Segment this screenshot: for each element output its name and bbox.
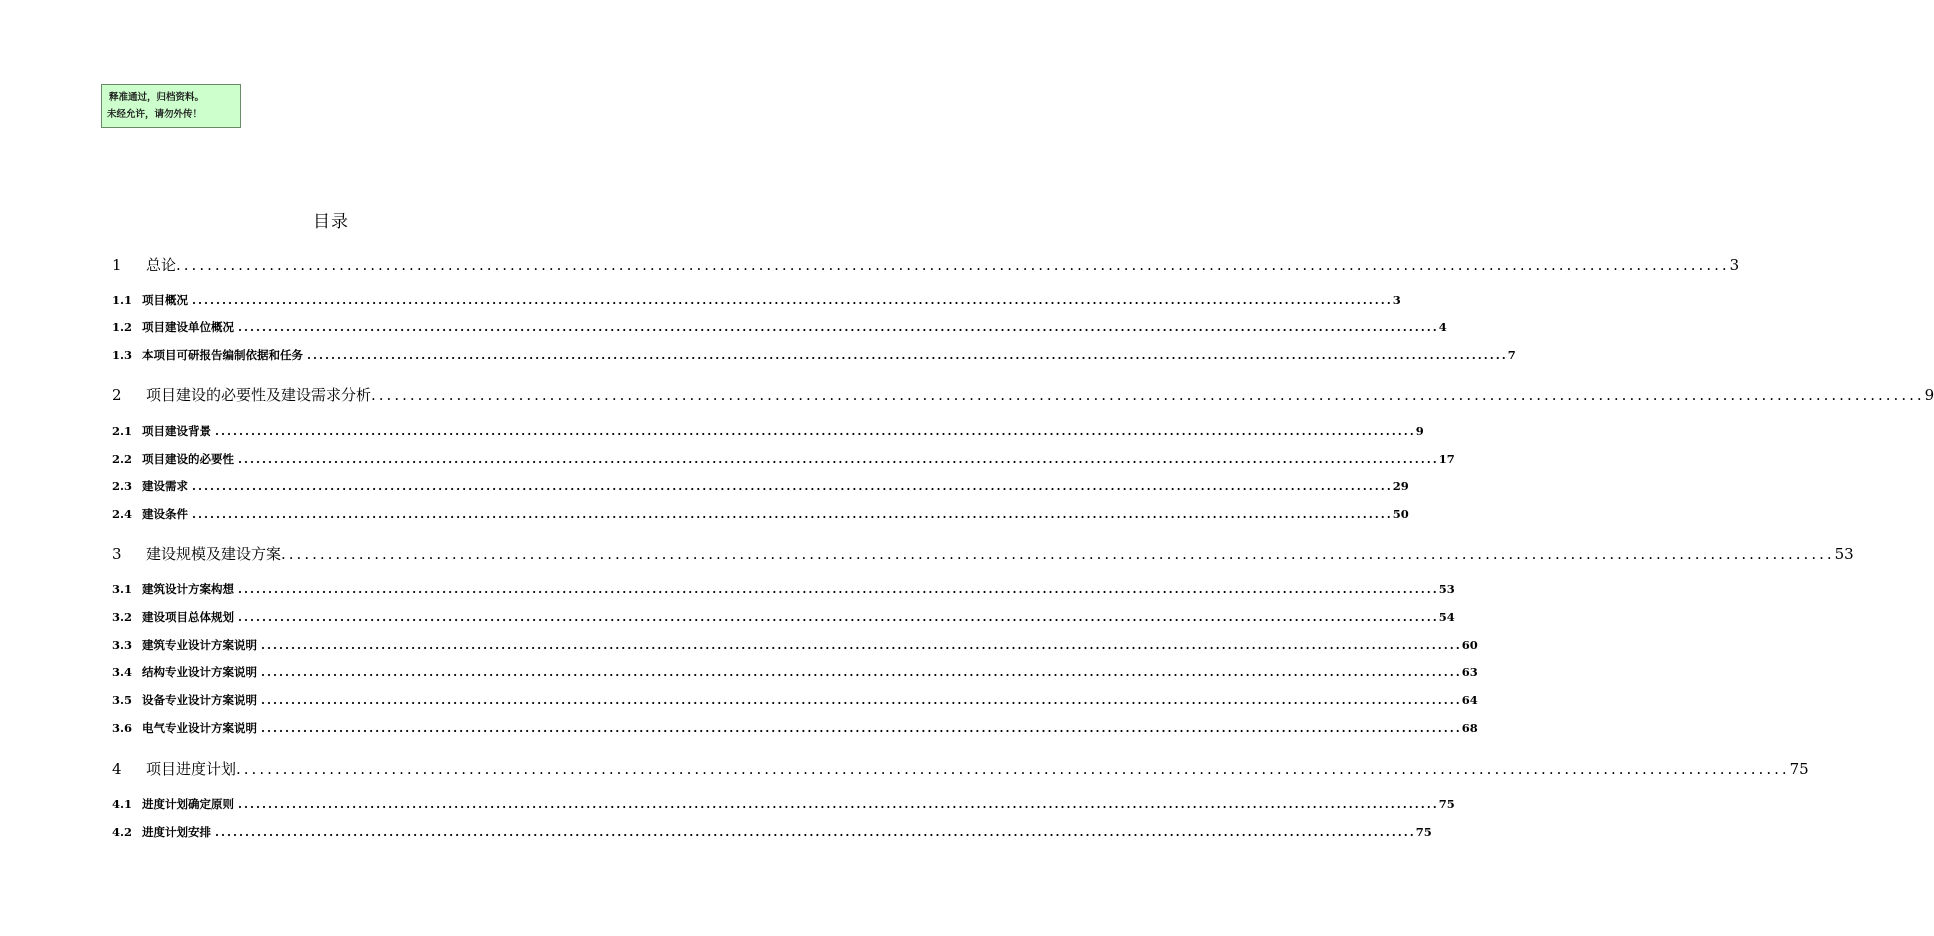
toc-page-number: 53 — [1834, 545, 1854, 563]
toc-entry-title: 建筑设计方案构想 — [142, 582, 234, 596]
toc-entry-number: 1.2 — [112, 320, 133, 334]
toc-entry-title: 项目建设背景 — [142, 424, 211, 438]
toc-entry-number: 1 — [112, 256, 122, 274]
toc-entry-number: 1.1 — [112, 293, 133, 307]
stamp-line-2: 未经允许，请勿外传！ — [107, 109, 203, 120]
toc-leader-dots: ........................................................................................................................................................................................................ — [261, 721, 1462, 735]
toc-page-number: 9 — [1415, 424, 1424, 438]
toc-entry-number: 2.1 — [112, 424, 133, 438]
toc-entry-number: 3 — [112, 545, 122, 563]
toc-leader-dots: ........................................................................................................................................................................................................ — [371, 386, 1925, 404]
toc-leader-dots: ........................................................................................................................................................................................................ — [238, 452, 1439, 466]
toc-page-number: 50 — [1392, 507, 1409, 521]
toc-entry-title: 建设规模及建设方案 — [146, 545, 282, 563]
toc-section-entry[interactable] — [112, 506, 1409, 522]
toc-entry-title: 项目进度计划 — [146, 760, 237, 778]
toc-section-entry[interactable] — [112, 292, 1401, 308]
toc-page-number: 9 — [1924, 386, 1934, 404]
toc-entry-title: 建设项目总体规划 — [142, 610, 234, 624]
toc-entry-title: 建设需求 — [142, 479, 188, 493]
toc-section-entry[interactable] — [112, 796, 1455, 812]
toc-section-entry[interactable] — [112, 319, 1447, 335]
toc-section-entry[interactable] — [112, 347, 1516, 363]
confidential-stamp — [101, 84, 241, 128]
toc-section-entry[interactable] — [112, 451, 1455, 467]
toc-entry-title: 进度计划确定原则 — [142, 797, 234, 811]
toc-leader-dots: ........................................................................................................................................................................................................ — [261, 638, 1462, 652]
toc-page-number: 54 — [1438, 610, 1455, 624]
toc-entry-number: 3.4 — [112, 665, 133, 679]
toc-entry-title: 本项目可研报告编制依据和任务 — [142, 348, 303, 362]
toc-entry-number: 2.3 — [112, 479, 133, 493]
toc-entry-title: 设备专业设计方案说明 — [142, 693, 257, 707]
toc-leader-dots: ........................................................................................................................................................................................................ — [192, 479, 1393, 493]
toc-chapter-entry[interactable] — [112, 384, 1934, 405]
toc-entry-number: 4.1 — [112, 797, 133, 811]
toc-section-entry[interactable] — [112, 664, 1478, 680]
toc-entry-title: 建筑专业设计方案说明 — [142, 638, 257, 652]
toc-page-number: 4 — [1438, 320, 1447, 334]
stamp-line-1: 释准通过，归档资料。 — [109, 92, 205, 103]
toc-entry-number: 3.6 — [112, 721, 133, 735]
toc-entry-title: 项目建设的必要性及建设需求分析 — [146, 386, 372, 404]
toc-leader-dots: ........................................................................................................................................................................................................ — [261, 693, 1462, 707]
toc-section-entry[interactable] — [112, 581, 1455, 597]
toc-leader-dots: ........................................................................................................................................................................................................ — [238, 582, 1439, 596]
toc-section-entry[interactable] — [112, 692, 1478, 708]
toc-chapter-entry[interactable] — [112, 758, 1809, 779]
toc-entry-title: 总论 — [146, 256, 177, 274]
toc-leader-dots: ........................................................................................................................................................................................................ — [215, 825, 1416, 839]
toc-entry-title: 项目建设的必要性 — [142, 452, 234, 466]
toc-entry-number: 3.3 — [112, 638, 133, 652]
toc-entry-title: 项目建设单位概况 — [142, 320, 234, 334]
toc-leader-dots: ........................................................................................................................................................................................................ — [176, 256, 1730, 274]
toc-section-entry[interactable] — [112, 478, 1409, 494]
toc-leader-dots: ........................................................................................................................................................................................................ — [238, 610, 1439, 624]
toc-section-entry[interactable] — [112, 423, 1424, 439]
toc-page-number: 7 — [1507, 348, 1516, 362]
toc-page-number: 53 — [1438, 582, 1455, 596]
toc-page-number: 68 — [1461, 721, 1478, 735]
toc-page-number: 3 — [1392, 293, 1401, 307]
toc-leader-dots: ........................................................................................................................................................................................................ — [238, 320, 1439, 334]
toc-entry-number: 3.1 — [112, 582, 133, 596]
toc-entry-title: 进度计划安排 — [142, 825, 211, 839]
toc-entry-number: 1.3 — [112, 348, 133, 362]
toc-section-entry[interactable] — [112, 609, 1455, 625]
toc-leader-dots: ........................................................................................................................................................................................................ — [281, 545, 1835, 563]
toc-leader-dots: ........................................................................................................................................................................................................ — [261, 665, 1462, 679]
toc-section-entry[interactable] — [112, 720, 1478, 736]
toc-entry-title: 建设条件 — [142, 507, 188, 521]
toc-entry-number: 3.5 — [112, 693, 133, 707]
toc-entry-number: 4.2 — [112, 825, 133, 839]
toc-entry-number: 3.2 — [112, 610, 133, 624]
toc-entry-number: 2.4 — [112, 507, 133, 521]
toc-entry-number: 2 — [112, 386, 122, 404]
toc-page-number: 29 — [1392, 479, 1409, 493]
toc-leader-dots: ........................................................................................................................................................................................................ — [192, 293, 1393, 307]
toc-leader-dots: ........................................................................................................................................................................................................ — [192, 507, 1393, 521]
toc-page-number: 75 — [1789, 760, 1809, 778]
toc-page-number: 63 — [1461, 665, 1478, 679]
toc-entry-title: 结构专业设计方案说明 — [142, 665, 257, 679]
toc-section-entry[interactable] — [112, 824, 1432, 840]
toc-title: 目录 — [313, 212, 349, 232]
toc-page-number: 3 — [1729, 256, 1740, 274]
toc-section-entry[interactable] — [112, 637, 1478, 653]
toc-leader-dots: ........................................................................................................................................................................................................ — [238, 797, 1439, 811]
toc-page-number: 75 — [1438, 797, 1455, 811]
toc-page-number: 64 — [1461, 693, 1478, 707]
toc-entry-title: 项目概况 — [142, 293, 188, 307]
toc-page-number: 75 — [1415, 825, 1432, 839]
toc-page-number: 17 — [1438, 452, 1455, 466]
toc-entry-title: 电气专业设计方案说明 — [142, 721, 257, 735]
toc-entry-number: 2.2 — [112, 452, 133, 466]
toc-entry-number: 4 — [112, 760, 122, 778]
toc-chapter-entry[interactable] — [112, 543, 1854, 564]
toc-page-number: 60 — [1461, 638, 1478, 652]
toc-chapter-entry[interactable] — [112, 254, 1740, 275]
toc-leader-dots: ........................................................................................................................................................................................................ — [236, 760, 1790, 778]
toc-leader-dots: ........................................................................................................................................................................................................ — [215, 424, 1416, 438]
toc-leader-dots: ........................................................................................................................................................................................................ — [307, 348, 1508, 362]
